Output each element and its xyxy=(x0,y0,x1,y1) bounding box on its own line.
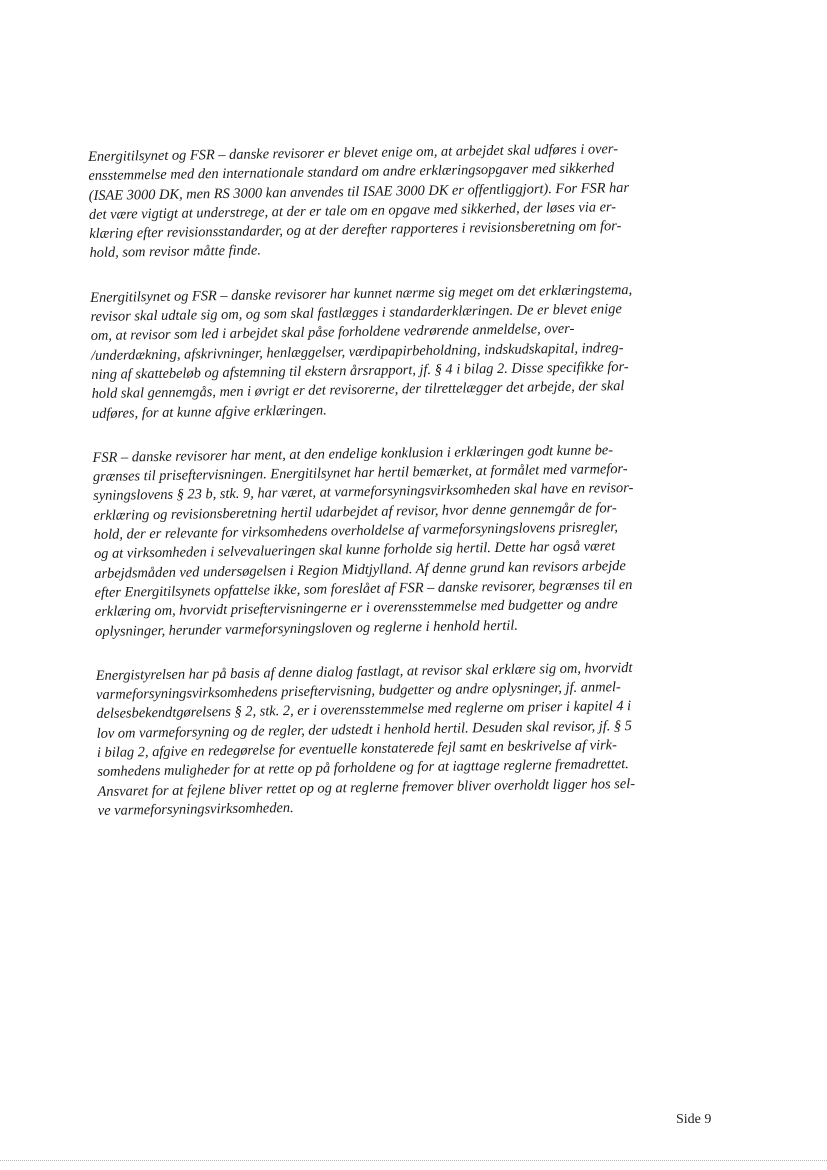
text-line: syningslovens § 23 b, stk. 9, har været, at varmeforsyningsvirksomheden skal have en revisor- xyxy=(93,480,634,505)
text-line: hold, der er relevante for virksomhedens overholdelse af varmeforsyningslovens prisregler, xyxy=(93,519,619,544)
text-line: (ISAE 3000 DK, men RS 3000 kan anvendes til ISAE 3000 DK er offentliggjort). For FSR har xyxy=(88,179,630,204)
paragraph-3 xyxy=(92,439,727,641)
paragraph-2 xyxy=(90,279,724,423)
text-line: om, at revisor som led i arbejdet skal påse forholdene vedrørende anmeldelse, over- xyxy=(90,321,575,345)
text-line: oplysninger, herunder varmeforsyningsloven og reglerne i henhold hertil. xyxy=(95,617,518,640)
text-line: udføres, for at kunne afgive erklæringen. xyxy=(91,402,327,422)
text-line: Energistyrelsen har på basis af denne dialog fastlagt, at revisor skal erklære sig om, hvorvidt xyxy=(95,659,633,684)
text-line: somhedens muligheder for at rette op på forholdene og for at iagttage reglerne fremadrettet. xyxy=(97,756,629,781)
text-line: grænses til priseftervisningen. Energitilsynet har hertil bemærket, at formålet med varmefor- xyxy=(92,461,628,486)
text-line: ve varmeforsyningsvirksomheden. xyxy=(97,799,294,819)
text-line: delsesbekendtgørelsens § 2, stk. 2, er i overensstemmelse med reglerne om priser i kapitel 4 i xyxy=(96,698,632,723)
text-line: varmeforsyningsvirksomhedens priseftervisning, budgetter og andre oplysninger, jf. anmel- xyxy=(95,679,621,704)
text-line: Energitilsynet og FSR – danske revisorer er blevet enige om, at arbejdet skal udføres i over- xyxy=(88,141,619,165)
text-line: arbejdsmåden ved undersøgelsen i Region Midtjylland. Af denne grund kan revisors arbejde xyxy=(94,557,626,582)
text-line: og at virksomheden i selvevalueringen skal kunne forholde sig hertil. Dette har også været xyxy=(93,538,616,563)
page-number: Side 9 xyxy=(676,1112,712,1127)
text-line: FSR – danske revisorer har ment, at den endelige konklusion i erklæringen godt kunne be- xyxy=(92,442,614,466)
text-line: ensstemmelse med den internationale standard om andre erklæringsopgaver med sikkerhed xyxy=(88,160,615,185)
text-line: ning af skattebeløb og afstemning til ekstern årsrapport, jf. § 4 i bilag 2. Disse specifikke for- xyxy=(91,358,629,383)
text-line: erklæring om, hvorvidt priseftervisningerne er i overensstemmelse med budgetter og andre xyxy=(94,596,618,621)
text-line: hold skal gennemgås, men i øvrigt er det revisorerne, der tilrettelægger det arbejde, der skal xyxy=(91,378,625,403)
scan-edge-divider xyxy=(0,1160,827,1161)
text-line: Ansvaret for at fejlene bliver rettet op og at reglerne fremover bliver overholdt ligger hos sel- xyxy=(97,775,636,800)
paragraph-4 xyxy=(96,657,730,821)
paragraph-1 xyxy=(88,139,722,264)
text-line: hold, som revisor måtte finde. xyxy=(89,242,262,262)
text-line: i bilag 2, afgive en redegørelse for eventuelle konstaterede fejl samt en beskrivelse af virk- xyxy=(96,737,617,761)
text-line: lov om varmeforsyning og de regler, der udstedt i henhold hertil. Desuden skal revisor, jf. § 5 xyxy=(96,717,633,742)
text-line: /underdækning, afskrivninger, henlæggelser, værdipapirbeholdning, indskudskapital, indreg- xyxy=(90,339,624,364)
text-line: klæring efter revisionsstandarder, og at der derefter rapporteres i revisionsberetning om for- xyxy=(89,218,622,243)
text-line: Energitilsynet og FSR – danske revisorer har kunnet nærme sig meget om det erklæringstema, xyxy=(90,281,633,306)
text-line: revisor skal udtale sig om, og som skal fastlægges i standarderklæringen. De er blevet enige xyxy=(90,301,622,326)
body-text xyxy=(88,139,730,847)
text-line: erklæring og revisionsberetning hertil udarbejdet af revisor, hvor denne gennemgår de for- xyxy=(93,499,617,524)
text-line: efter Energitilsynets opfattelse ikke, som foreslået af FSR – danske revisorer, begrænses til en xyxy=(94,576,633,601)
text-line: det være vigtigt at understrege, at der er tale om en opgave med sikkerhed, der løses via er- xyxy=(88,199,617,223)
